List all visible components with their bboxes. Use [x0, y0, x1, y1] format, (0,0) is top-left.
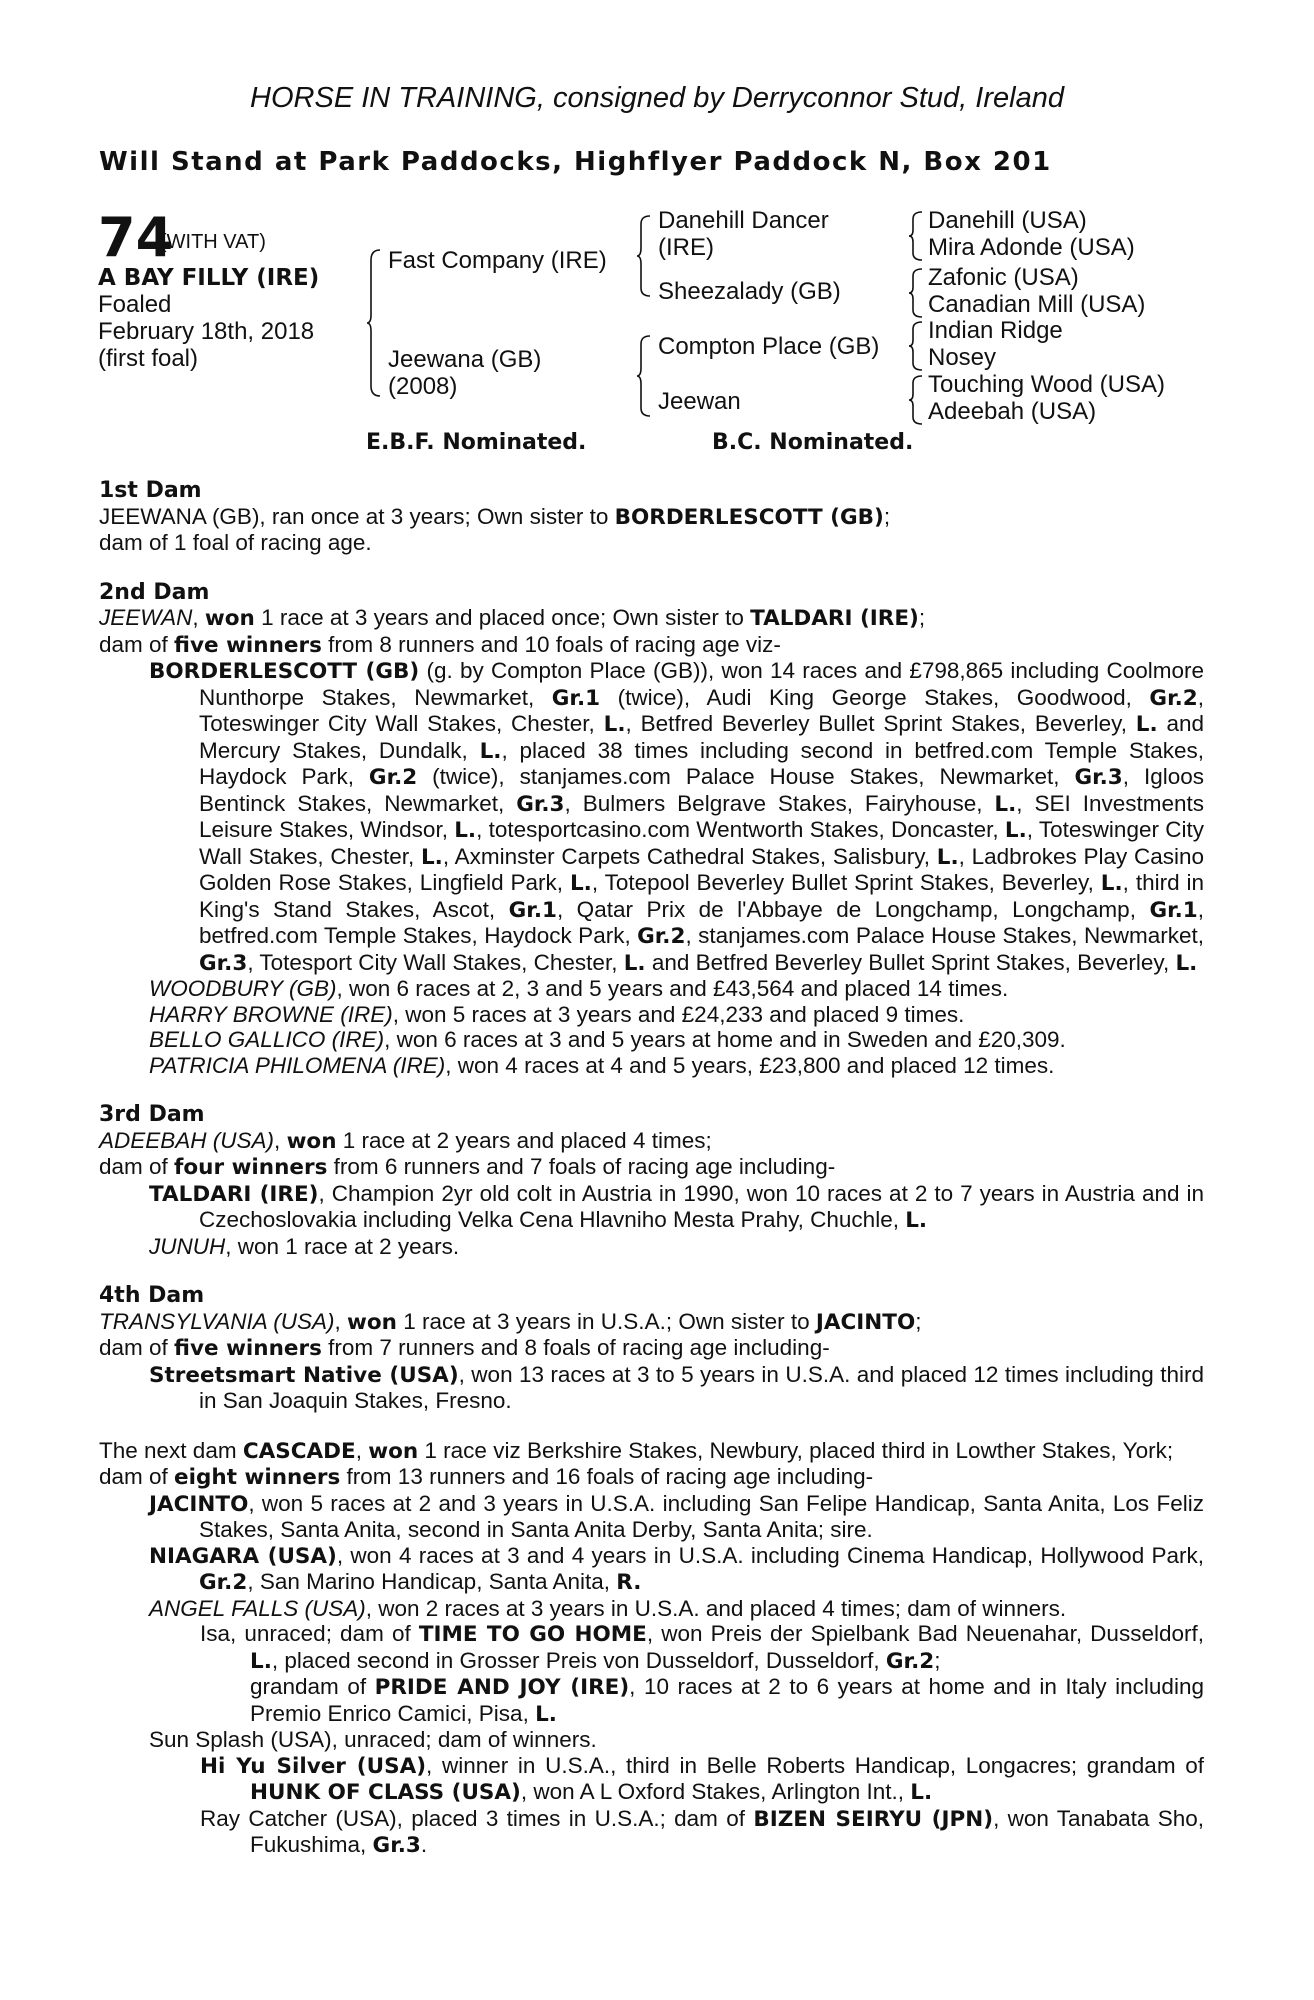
pedigree-sss: Danehill (USA)	[928, 207, 1087, 234]
pedigree-bracket	[366, 248, 382, 398]
bc-nomination: B.C. Nominated.	[712, 430, 914, 455]
first-dam-line: JEEWANA (GB), ran once at 3 years; Own sister to BORDERLESCOTT (GB);	[99, 503, 891, 530]
produce-entry: JUNUH, won 1 race at 2 years.	[149, 1233, 460, 1259]
vat-note: (WITH VAT)	[160, 231, 266, 253]
next-dam-produce: dam of eight winners from 13 runners and 16 foals of racing age including-	[99, 1464, 874, 1490]
produce-entry: BORDERLESCOTT (GB) (g. by Compton Place (GB)), won 14 races and £798,865 including Coolmore Nunthorpe Stakes, Newmarket, Gr.1 (twice), Audi King George Stakes, Goodwood, Gr.2, Toteswinger City Wall Stakes, Chester, L., Betfred Beverley Bullet Sprint Stakes, Beverley, L. and Mercury Stakes, Dundalk, L., placed 38 times including second in betfred.com Temple Stakes, Haydock Park, Gr.2 (twice), stanjames.com Palace House Stakes, Newmarket, Gr.3, Igloos Bentinck Stakes, Newmarket, Gr.3, Bulmers Belgrave Stakes, Fairyhouse, L., SEI Investments Leisure Stakes, Windsor, L., totesportcasino.com Wentworth Stakes, Doncaster, L., Toteswinger City Wall Stakes, Chester, L., Axminster Carpets Cathedral Stakes, Salisbury, L., Ladbrokes Play Casino Golden Rose Stakes, Lingfield Park, L., Totepool Beverley Bullet Sprint Stakes, Beverley, L., third in King's Stand Stakes, Ascot, Gr.1, Qatar Prix de l'Abbaye de Longchamp, Longchamp, Gr.1, betfred.com Temple Stakes, Haydock Park, Gr.2, stanjames.com Palace House Stakes, Newmarket, Gr.3, Totesport City Wall Stakes, Chester, L. and Betfred Beverley Bullet Sprint Stakes, Beverley, L.	[149, 658, 1205, 976]
produce-entry: Isa, unraced; dam of TIME TO GO HOME, won Preis der Spielbank Bad Neuenahar, Dusseldorf, L., placed second in Grosser Preis von Dusseldorf, Dusseldorf, Gr.2;	[200, 1621, 1204, 1674]
pedigree-sds: Zafonic (USA)	[928, 264, 1079, 291]
produce-entry: TALDARI (IRE), Champion 2yr old colt in Austria in 1990, won 10 races at 2 to 7 years in Austria and in Czechoslovakia including Velka Cena Hlavniho Mesta Prahy, Chuchle, L.	[149, 1180, 1204, 1233]
pedigree-bracket	[908, 374, 924, 426]
pedigree-ddd: Adeebah (USA)	[928, 398, 1097, 425]
location-line: Will Stand at Park Paddocks, Highflyer Paddock N, Box 201	[99, 147, 1052, 177]
sire-sire-line2: (IRE)	[658, 234, 714, 261]
pedigree-dds: Touching Wood (USA)	[928, 371, 1165, 398]
produce-entry: NIAGARA (USA), won 4 races at 3 and 4 years in U.S.A. including Cinema Handicap, Hollywood Park, Gr.2, San Marino Handicap, Santa Anita, R.	[149, 1542, 1204, 1595]
third-dam-produce: dam of four winners from 6 runners and 7 foals of racing age including-	[99, 1154, 836, 1180]
produce-entry: Ray Catcher (USA), placed 3 times in U.S.A.; dam of BIZEN SEIRYU (JPN), won Tanabata Sho, Fukushima, Gr.3.	[200, 1805, 1204, 1858]
fourth-dam-line: TRANSYLVANIA (USA), won 1 race at 3 years in U.S.A.; Own sister to JACINTO;	[99, 1308, 922, 1335]
produce-entry: Streetsmart Native (USA), won 13 races at 3 to 5 years in U.S.A. and placed 12 times including third in San Joaquin Stakes, Fresno.	[149, 1361, 1204, 1413]
sire-name: Fast Company (IRE)	[388, 247, 607, 274]
next-dam-line: The next dam CASCADE, won 1 race viz Berkshire Stakes, Newbury, placed third in Lowther Stakes, York;	[99, 1437, 1174, 1464]
produce-entry: Hi Yu Silver (USA), winner in U.S.A., third in Belle Roberts Handicap, Longacres; grandam of HUNK OF CLASS (USA), won A L Oxford Stakes, Arlington Int., L.	[200, 1752, 1204, 1805]
sire-dam: Sheezalady (GB)	[658, 278, 841, 305]
produce-entry: BELLO GALLICO (IRE), won 6 races at 3 and 5 years at home and in Sweden and £20,309.	[149, 1027, 1066, 1052]
foaled-label: Foaled	[98, 291, 172, 318]
dam-sire: Compton Place (GB)	[658, 333, 880, 360]
ebf-nomination: E.B.F. Nominated.	[366, 430, 587, 455]
dam-dam: Jeewan	[658, 388, 741, 415]
pedigree-bracket	[908, 210, 924, 262]
pedigree-ssd: Mira Adonde (USA)	[928, 234, 1135, 261]
produce-entry: WOODBURY (GB), won 6 races at 2, 3 and 5 years and £43,564 and placed 14 times.	[149, 976, 1009, 1001]
dam-year: (2008)	[388, 373, 458, 400]
second-dam-produce: dam of five winners from 8 runners and 10 foals of racing age viz-	[99, 631, 781, 658]
third-dam-heading: 3rd Dam	[99, 1102, 205, 1127]
produce-entry: HARRY BROWNE (IRE), won 5 races at 3 years and £24,233 and placed 9 times.	[149, 1001, 965, 1027]
produce-entry: JACINTO, won 5 races at 2 and 3 years in U.S.A. including San Felipe Handicap, Santa Anita, Los Feliz Stakes, Santa Anita, second in Santa Anita Derby, Santa Anita; sire.	[149, 1490, 1204, 1542]
pedigree-bracket	[636, 214, 652, 298]
pedigree-dsd: Nosey	[928, 344, 997, 371]
third-dam-line: ADEEBAH (USA), won 1 race at 2 years and placed 4 times;	[99, 1127, 712, 1154]
lot-description: A BAY FILLY (IRE)	[98, 265, 320, 291]
produce-entry: Sun Splash (USA), unraced; dam of winners.	[149, 1727, 597, 1752]
produce-entry: ANGEL FALLS (USA), won 2 races at 3 years in U.S.A. and placed 4 times; dam of winners.	[149, 1595, 1067, 1621]
fourth-dam-produce: dam of five winners from 7 runners and 8 foals of racing age including-	[99, 1335, 830, 1361]
produce-record	[99, 478, 1204, 1859]
pedigree-sdd: Canadian Mill (USA)	[928, 291, 1146, 318]
first-dam-produce: dam of 1 foal of racing age.	[99, 530, 372, 555]
second-dam-heading: 2nd Dam	[99, 579, 210, 605]
lot-number: 74	[98, 206, 174, 269]
pedigree-bracket	[908, 267, 924, 319]
first-dam-heading: 1st Dam	[99, 478, 202, 503]
pedigree-bracket	[636, 334, 652, 418]
dam-name: Jeewana (GB)	[388, 346, 542, 373]
page-title: HORSE IN TRAINING, consigned by Derryconnor Stud, Ireland	[250, 82, 1064, 114]
sire-sire: Danehill Dancer	[658, 207, 829, 234]
foaled-date: February 18th, 2018	[98, 318, 315, 345]
produce-entry: grandam of PRIDE AND JOY (IRE), 10 races at 2 to 6 years at home and in Italy including Premio Enrico Camici, Pisa, L.	[250, 1674, 1204, 1727]
pedigree-bracket	[908, 320, 924, 372]
second-dam-line: JEEWAN, won 1 race at 3 years and placed once; Own sister to TALDARI (IRE);	[99, 605, 926, 631]
pedigree-dss: Indian Ridge	[928, 317, 1063, 344]
fourth-dam-heading: 4th Dam	[99, 1283, 205, 1308]
foal-note: (first foal)	[98, 345, 199, 372]
produce-entry: PATRICIA PHILOMENA (IRE), won 4 races at 4 and 5 years, £23,800 and placed 12 times.	[149, 1052, 1055, 1078]
